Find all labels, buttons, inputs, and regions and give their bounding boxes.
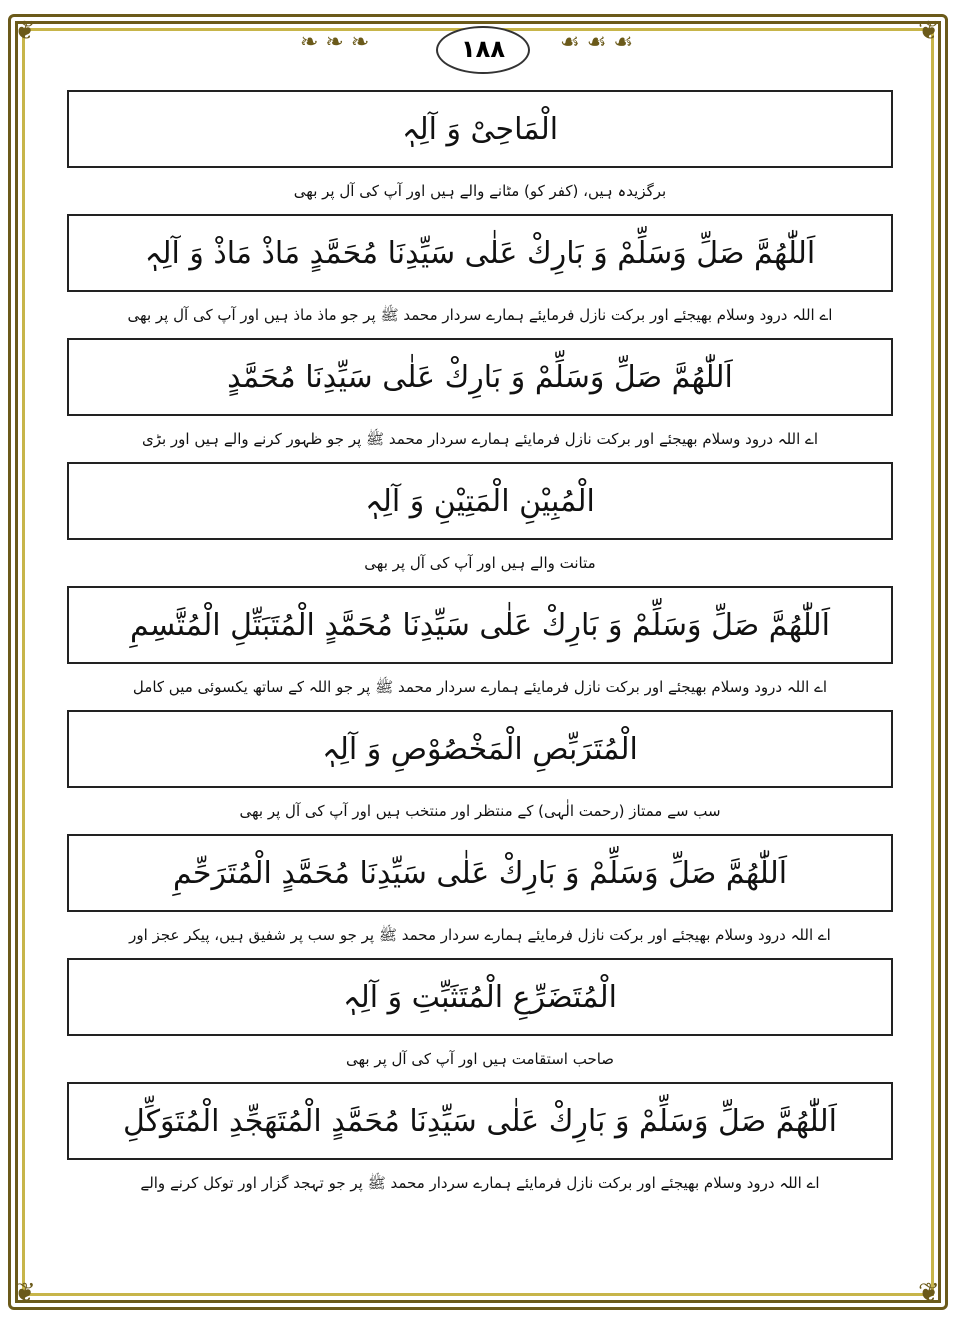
urdu-translation: اے اللہ درود وسلام بھیجئے اور برکت نازل فرمایئے ہمارے سردار محمد ﷺ پر جو تہجد گزار اور توکل کرنے والے [140,1174,820,1192]
arabic-verse-box: الْمُتَرَبِّصِ الْمَخْصُوْصِ وَ آلِہٖ [67,710,893,788]
arabic-verse-box: اَللّٰھُمَّ صَلِّ وَسَلِّمْ وَ بَارِكْ عَلٰی سَیِّدِنَا مُحَمَّدٍ مَاذْ مَاذْ وَ آلِہٖ [67,214,893,292]
arabic-verse-box: اَللّٰھُمَّ صَلِّ وَسَلِّمْ وَ بَارِكْ عَلٰی سَیِّدِنَا مُحَمَّدٍ الْمُتَبَتِّلِ الْمُتَّسِمِ [67,586,893,664]
arabic-verse-box: اَللّٰھُمَّ صَلِّ وَسَلِّمْ وَ بَارِكْ عَلٰی سَیِّدِنَا مُحَمَّدٍ [67,338,893,416]
arabic-verse-box: الْمُبِیْنِ الْمَتِیْنِ وَ آلِہٖ [67,462,893,540]
urdu-translation: صاحب استقامت ہیں اور آپ کی آل پر بھی [345,1050,615,1068]
urdu-translation: سب سے ممتاز (رحمت الٰہی) کے منتظر اور منتخب ہیں اور آپ کی آل پر بھی [239,802,721,820]
arabic-verse-box: اَللّٰھُمَّ صَلِّ وَسَلِّمْ وَ بَارِكْ عَلٰی سَیِّدِنَا مُحَمَّدٍ الْمُتَھَجِّدِ الْمُتَوَكِّلِ [67,1082,893,1160]
corner-ornament-top-right-icon: ❦ [918,16,940,46]
urdu-translation: متانت والے ہیں اور آپ کی آل پر بھی [364,554,596,572]
corner-ornament-bottom-left-icon: ❦ [14,1278,36,1308]
urdu-translation: اے اللہ درود وسلام بھیجئے اور برکت نازل فرمایئے ہمارے سردار محمد ﷺ پر جو سب پر شفیق ہیں، پیکر عجز اور [129,926,831,944]
urdu-translation: اے اللہ درود وسلام بھیجئے اور برکت نازل فرمایئے ہمارے سردار محمد ﷺ پر جو ظہور کرنے والے ہیں اور بڑی [141,430,819,448]
corner-ornament-bottom-right-icon: ❦ [918,1278,940,1308]
arabic-verse-box: الْمُتَضَرِّعِ الْمُتَثَبِّتِ وَ آلِہٖ [67,958,893,1036]
arabic-verse-box: الْمَاحِیْ وَ آلِہٖ [67,90,893,168]
header-flourish-right-icon: ☙ ☙ ☙ [560,30,634,55]
urdu-translation: اے اللہ درود وسلام بھیجئے اور برکت نازل فرمایئے ہمارے سردار محمد ﷺ پر جو اللہ کے ساتھ یکسوئی میں کامل [132,678,828,696]
header-flourish-left-icon: ❧ ❧ ❧ [300,30,370,55]
arabic-verse-box: اَللّٰھُمَّ صَلِّ وَسَلِّمْ وَ بَارِكْ عَلٰی سَیِّدِنَا مُحَمَّدٍ الْمُتَرَحِّمِ [67,834,893,912]
urdu-translation: اے اللہ درود وسلام بھیجئے اور برکت نازل فرمایئے ہمارے سردار محمد ﷺ پر جو ماذ ماذ ہیں اور آپ کی آل پر بھی [127,306,833,324]
urdu-translation: برگزیدہ ہیں، (کفر کو) مٹانے والے ہیں اور آپ کی آل پر بھی [293,182,667,200]
corner-ornament-top-left-icon: ❦ [14,16,36,46]
prayer-content [60,90,900,1206]
page-number: ۱۸۸ [436,26,530,74]
